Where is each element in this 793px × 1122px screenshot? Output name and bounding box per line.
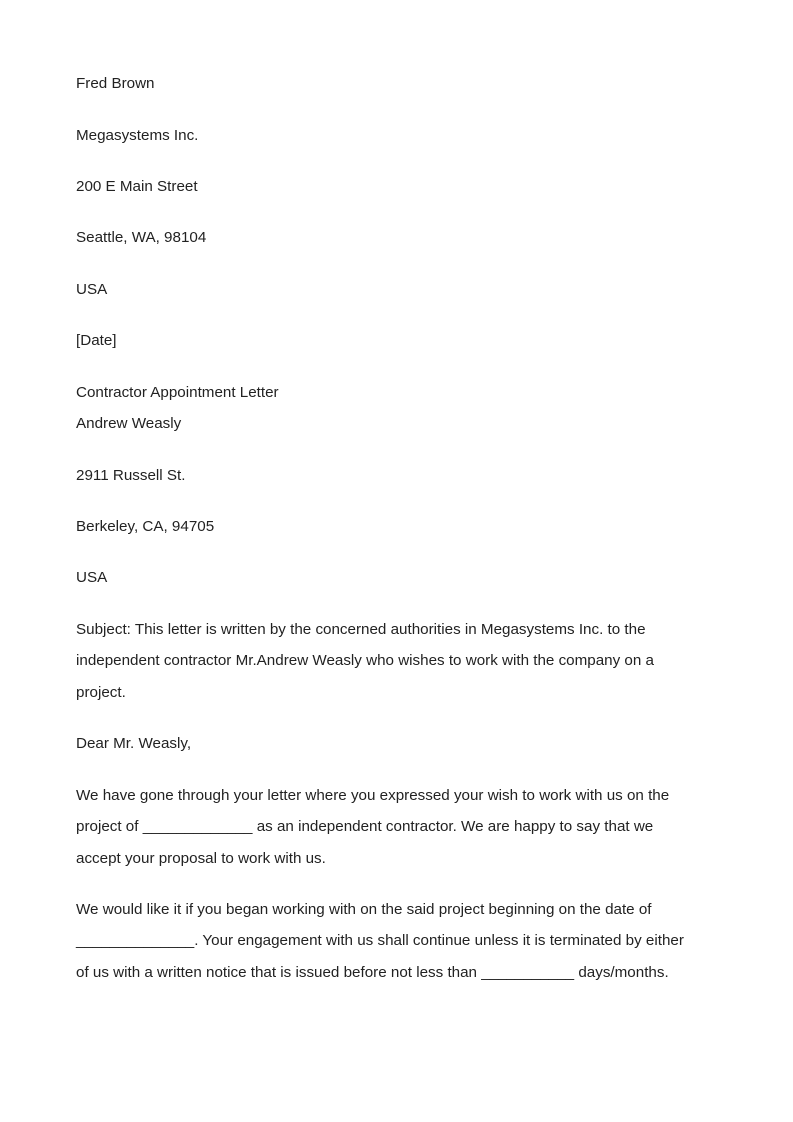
subject-paragraph xyxy=(76,614,716,708)
sender-company: Megasystems Inc. xyxy=(76,127,199,144)
sender-name: Fred Brown xyxy=(76,75,155,92)
paragraph-line: We would like it if you began working with on the said project beginning on the date of xyxy=(76,901,652,918)
paragraph-line: ______________. Your engagement with us shall continue unless it is terminated by either xyxy=(76,932,684,950)
sender-street: 200 E Main Street xyxy=(76,178,198,195)
recipient-street: 2911 Russell St. xyxy=(76,467,186,484)
sender-city: Seattle, WA, 98104 xyxy=(76,229,207,246)
recipient-city: Berkeley, CA, 94705 xyxy=(76,518,215,535)
paragraph-line: accept your proposal to work with us. xyxy=(76,849,326,867)
body-paragraph-1 xyxy=(76,780,716,874)
subject-line: Subject: This letter is written by the concerned authorities in Megasystems Inc. to the xyxy=(76,621,646,638)
paragraph-line: We have gone through your letter where you expressed your wish to work with us on the xyxy=(76,787,670,804)
letter-title: Contractor Appointment Letter xyxy=(76,384,279,401)
recipient-country: USA xyxy=(76,569,108,586)
paragraph-line: of us with a written notice that is issued before not less than ___________ days/months. xyxy=(76,963,669,981)
subject-line: independent contractor Mr.Andrew Weasly who wishes to work with the company on a xyxy=(76,652,654,670)
body-paragraph-2 xyxy=(76,894,716,988)
sender-country: USA xyxy=(76,281,108,298)
letter-date: [Date] xyxy=(76,332,117,349)
recipient-name: Andrew Weasly xyxy=(76,415,182,432)
paragraph-line: project of _____________ as an independent contractor. We are happy to say that we xyxy=(76,818,654,836)
subject-line: project. xyxy=(76,683,126,701)
salutation: Dear Mr. Weasly, xyxy=(76,735,192,752)
